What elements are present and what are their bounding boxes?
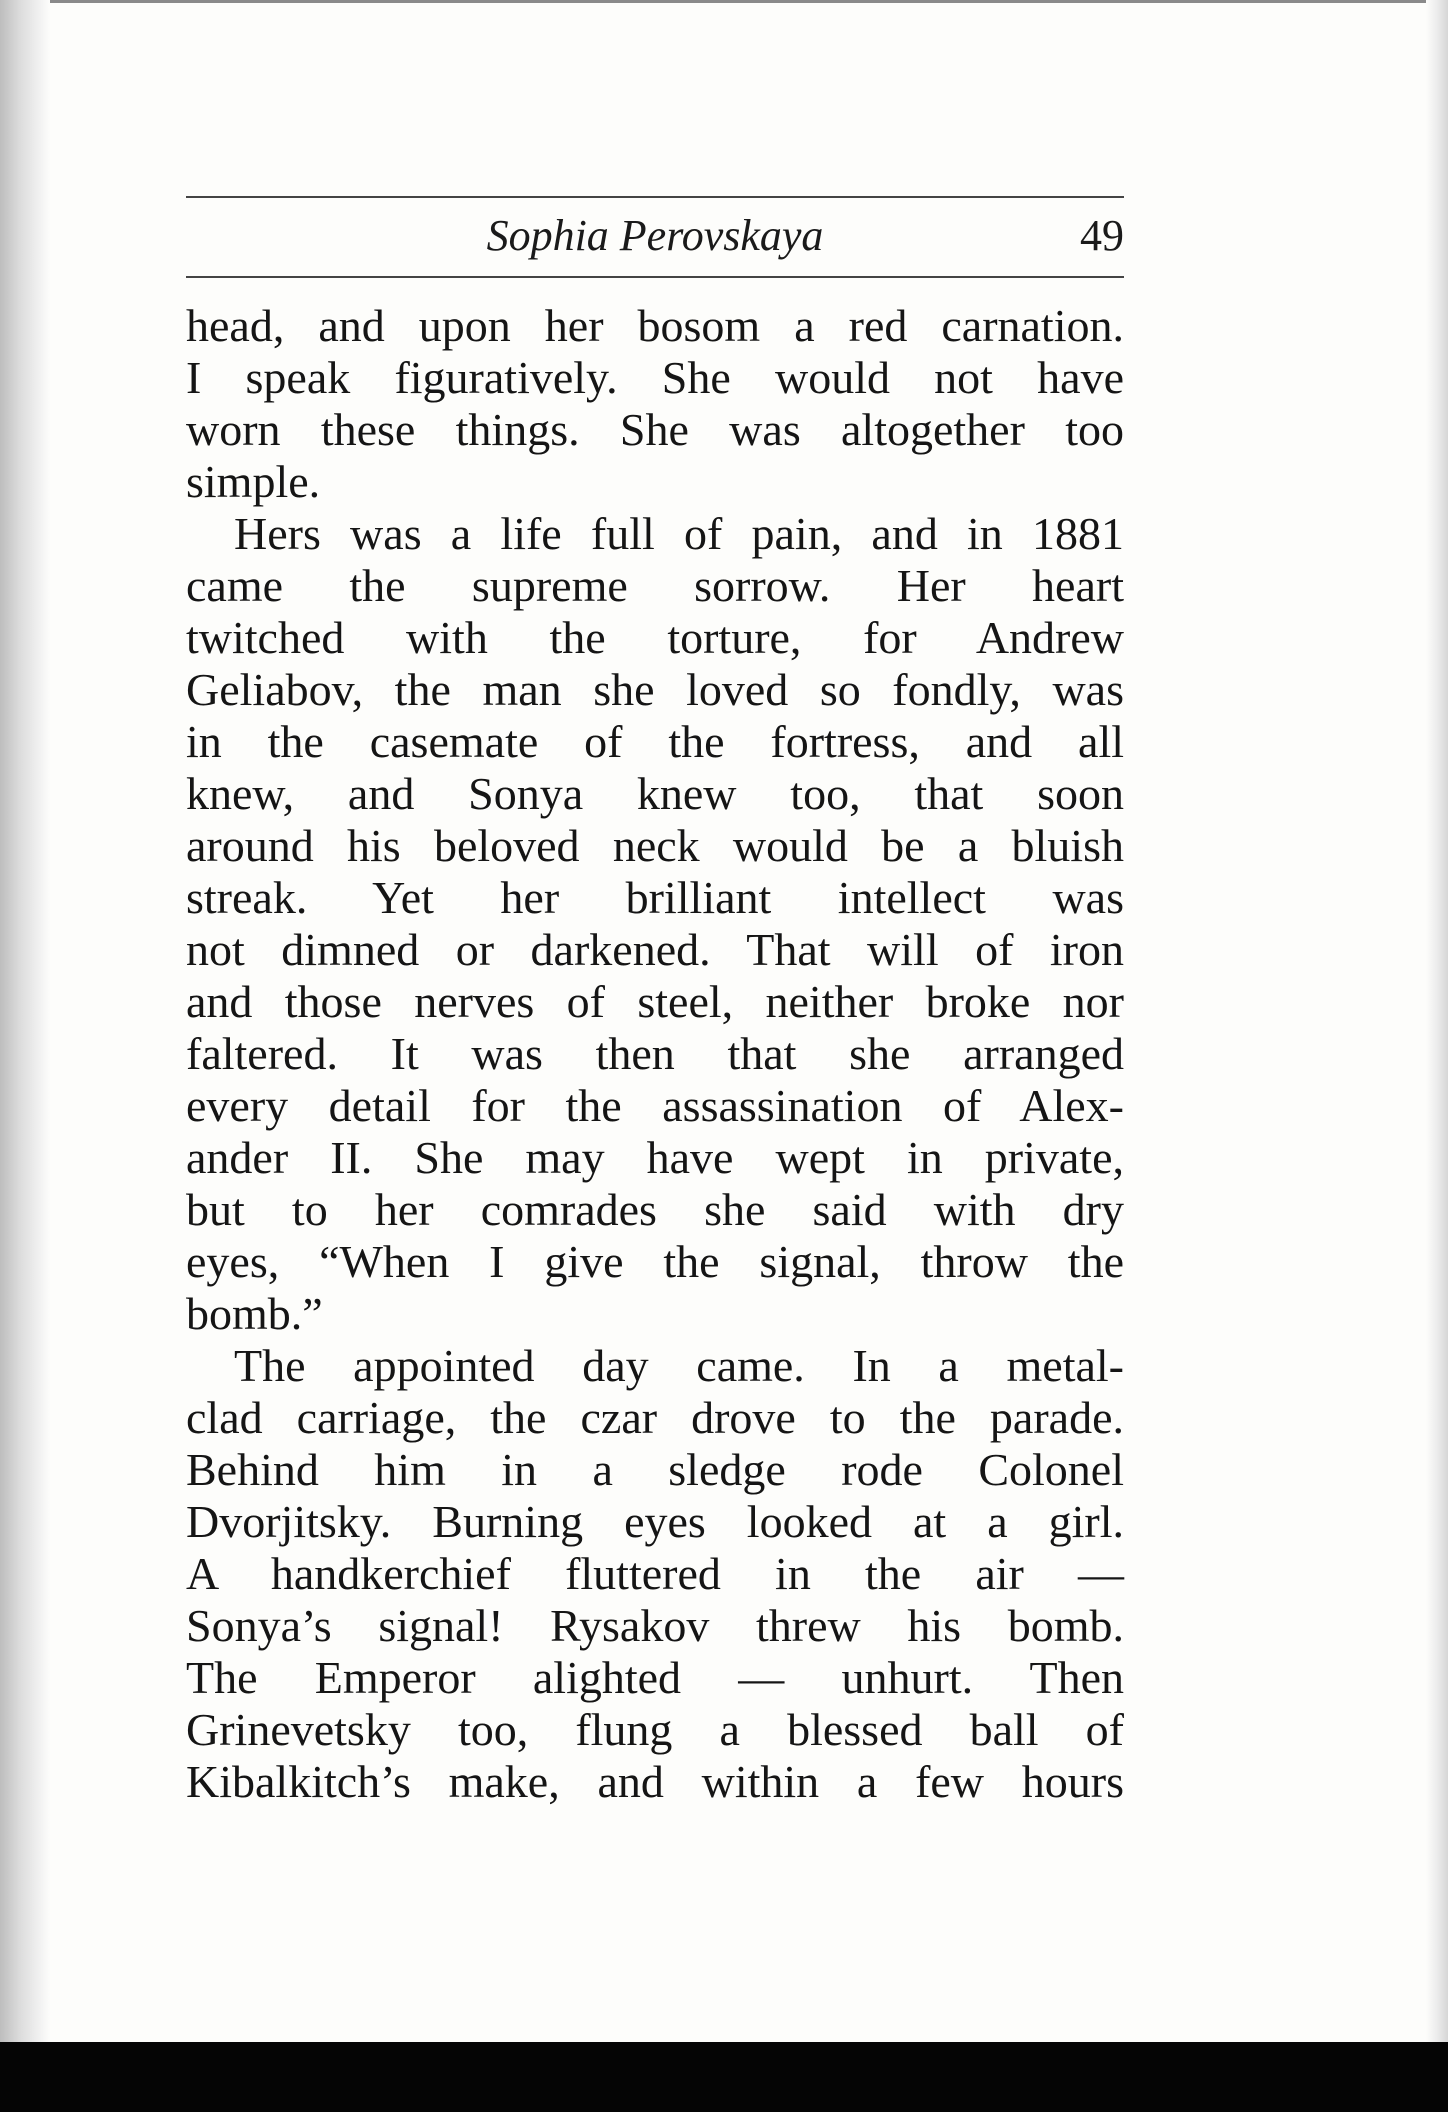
text-line: Dvorjitsky. Burning eyes looked at a girl.: [186, 1496, 1124, 1547]
text-line: in the casemate of the fortress, and all: [186, 716, 1124, 767]
text-line: bomb.”: [186, 1288, 323, 1339]
scan-top-edge: [0, 0, 1448, 3]
text-line: ander II. She may have wept in private,: [186, 1132, 1124, 1183]
text-line: simple.: [186, 456, 321, 507]
text-line: twitched with the torture, for Andrew: [186, 612, 1124, 663]
body-text: [186, 300, 1124, 1808]
text-line: I speak figuratively. She would not have: [186, 352, 1124, 403]
text-line: The Emperor alighted — unhurt. Then: [186, 1652, 1124, 1703]
text-line: The appointed day came. In a metal-: [234, 1340, 1124, 1391]
text-line: eyes, “When I give the signal, throw the: [186, 1236, 1124, 1287]
page-gutter-shadow: [0, 0, 50, 2112]
running-header: [186, 196, 1124, 278]
text-line: worn these things. She was altogether too: [186, 404, 1124, 455]
text-line: not dimned or darkened. That will of iron: [186, 924, 1124, 975]
text-line: Kibalkitch’s make, and within a few hours: [186, 1756, 1124, 1807]
text-line: Geliabov, the man she loved so fondly, was: [186, 664, 1124, 715]
text-line: and those nerves of steel, neither broke nor: [186, 976, 1124, 1027]
page-right-edge: [1426, 0, 1448, 2112]
text-line: streak. Yet her brilliant intellect was: [186, 872, 1124, 923]
text-line: every detail for the assassination of Alex-: [186, 1080, 1124, 1131]
page-number: 49: [1080, 211, 1124, 260]
text-line: Grinevetsky too, flung a blessed ball of: [186, 1704, 1124, 1755]
text-line: came the supreme sorrow. Her heart: [186, 560, 1124, 611]
text-line: faltered. It was then that she arranged: [186, 1028, 1124, 1079]
text-line: around his beloved neck would be a bluish: [186, 820, 1124, 871]
text-line: knew, and Sonya knew too, that soon: [186, 768, 1124, 819]
text-line: Hers was a life full of pain, and in 1881: [234, 508, 1124, 559]
text-line: A handkerchief fluttered in the air —: [186, 1548, 1124, 1599]
text-line: head, and upon her bosom a red carnation.: [186, 300, 1124, 351]
text-line: Behind him in a sledge rode Colonel: [186, 1444, 1124, 1495]
text-line: but to her comrades she said with dry: [186, 1184, 1124, 1235]
scan-bottom-edge: [0, 2042, 1448, 2112]
text-line: Sonya’s signal! Rysakov threw his bomb.: [186, 1600, 1124, 1651]
text-line: clad carriage, the czar drove to the parade.: [186, 1392, 1124, 1443]
running-title: Sophia Perovskaya: [486, 211, 824, 260]
